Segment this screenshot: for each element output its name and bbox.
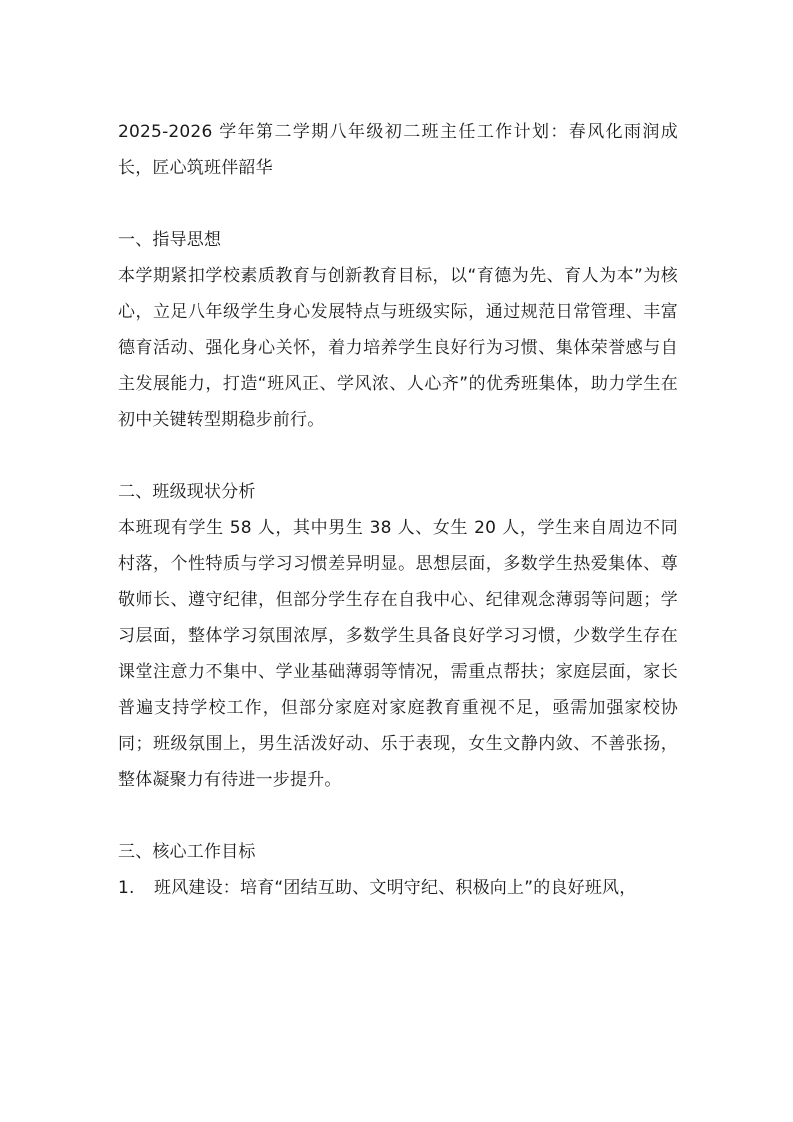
section-paragraph: 本班现有学生 58 人，其中男生 38 人、女生 20 人，学生来自周边不同村落，个性特质与学习习惯差异明显。思想层面，多数学生热爱集体、尊敬师长、遵守纪律，但部分学生存在自我中心、纪律观念薄弱等问题；学习层面，整体学习氛围浓厚，多数学生具备良好学习习惯，少数学生存在课堂注意力不集中、学业基础薄弱等情况，需重点帮扶；家庭层面，家长普遍支持学校工作，但部分家庭对家庭教育重视不足，亟需加强家校协同；班级氛围上，男生活泼好动、乐于表现，女生文静内敛、不善张扬，整体凝聚力有待进一步提升。: [118, 518, 678, 790]
section-class-status: [118, 474, 678, 798]
section-core-goals: [118, 834, 678, 906]
document-title: 2025-2026 学年第二学期八年级初二班主任工作计划：春风化雨润成长，匠心筑班伴韶华: [118, 122, 678, 178]
list-item: [118, 870, 678, 906]
section-heading: 二、班级现状分析: [118, 482, 256, 502]
list-item-text: 班风建设：培育“团结互助、文明守纪、积极向上”的良好班风，: [154, 878, 637, 898]
section-guiding-ideology: [118, 222, 678, 438]
section-heading: 一、指导思想: [118, 230, 222, 250]
section-paragraph: 本学期紧扣学校素质教育与创新教育目标，以“育德为先、育人为本”为核心，立足八年级学生身心发展特点与班级实际，通过规范日常管理、丰富德育活动、强化身心关怀，着力培养学生良好行为习惯、集体荣誉感与自主发展能力，打造“班风正、学风浓、人心齐”的优秀班集体，助力学生在初中关键转型期稳步前行。: [118, 266, 678, 430]
document-body: [118, 114, 678, 942]
section-heading: 三、核心工作目标: [118, 842, 256, 862]
list-item-number: 1.: [118, 878, 135, 898]
